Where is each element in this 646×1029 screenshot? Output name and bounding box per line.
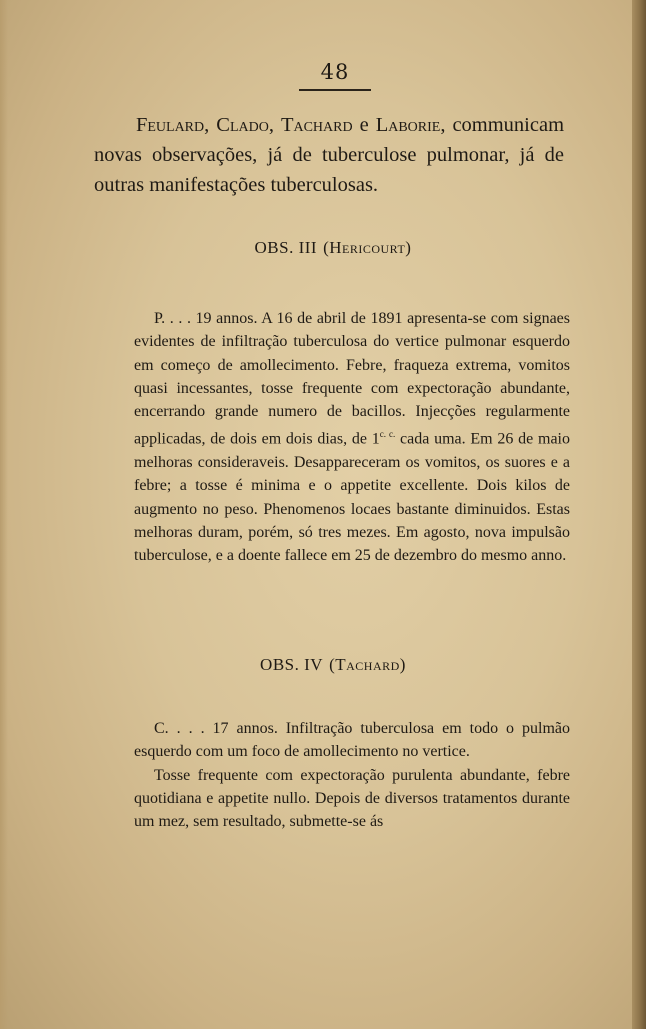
intro-paragraph: [94, 110, 564, 200]
page-shadow-right: [632, 0, 646, 1029]
author-laborie: Laborie: [375, 114, 441, 136]
obs4-paragraph-1: C. . . . 17 annos. Infiltração tuberculosa em todo o pulmão esquerdo com um foco de amollecimento no vertice.: [134, 720, 570, 761]
obs3-heading: [100, 238, 566, 258]
intro-conjunction: e: [352, 114, 376, 136]
obs4-paragraph-2: Tosse frequente com expectoração purulenta abundante, febre quotidiana e appetite nullo. Depois de diversos tratamentos durante um mez, sem resultado, submette-se ás: [134, 766, 570, 831]
obs3-body: [134, 307, 570, 568]
obs4-author: (Tachard): [329, 655, 406, 674]
obs3-superscript: c. c.: [379, 429, 396, 440]
obs4-heading: [100, 655, 566, 675]
obs3-author: (Hericourt): [323, 238, 412, 257]
obs4-label: OBS. IV: [260, 655, 324, 674]
page-number-rule: [299, 89, 371, 91]
author-feulard: Feulard: [135, 114, 205, 136]
page-number: 48: [320, 60, 350, 84]
obs4-body: [134, 717, 570, 833]
intro-separator: ,: [204, 114, 217, 136]
author-tachard: Tachard: [280, 114, 353, 136]
obs3-label: OBS. III: [254, 238, 318, 257]
page-shadow-left: [0, 0, 8, 1029]
intro-text: , communicam novas observações, já de tuberculose pulmonar, já de outras manifestações tuberculosas.: [94, 114, 565, 196]
intro-separator: ,: [268, 114, 281, 136]
obs3-text-part2: cada uma. Em 26 de maio melhoras consideraveis. Desappareceram os vomitos, os suores e a febre; a tosse é minima e o appetite excellente. Dois kilos de augmento no peso. Phenomenos locaes bastante diminuidos. Estas melhoras duram, porém, só tres mezes. Em agosto, nova impulsão tuberculose, e a doente fallece em 25 de dezembro do mesmo anno.: [134, 430, 570, 565]
obs3-text-part1: P. . . . 19 annos. A 16 de abril de 1891 apresenta-se com signaes evidentes de infiltração tuberculosa do vertice pulmonar esquerdo em começo de amollecimento. Febre, fraqueza extrema, vomitos quasi incessantes, tosse frequente com expectoração abundante, encerrando grande numero de bacillos. Injecções regularmente applicadas, de dois em dois dias, de 1: [134, 310, 570, 448]
author-clado: Clado: [216, 114, 269, 136]
